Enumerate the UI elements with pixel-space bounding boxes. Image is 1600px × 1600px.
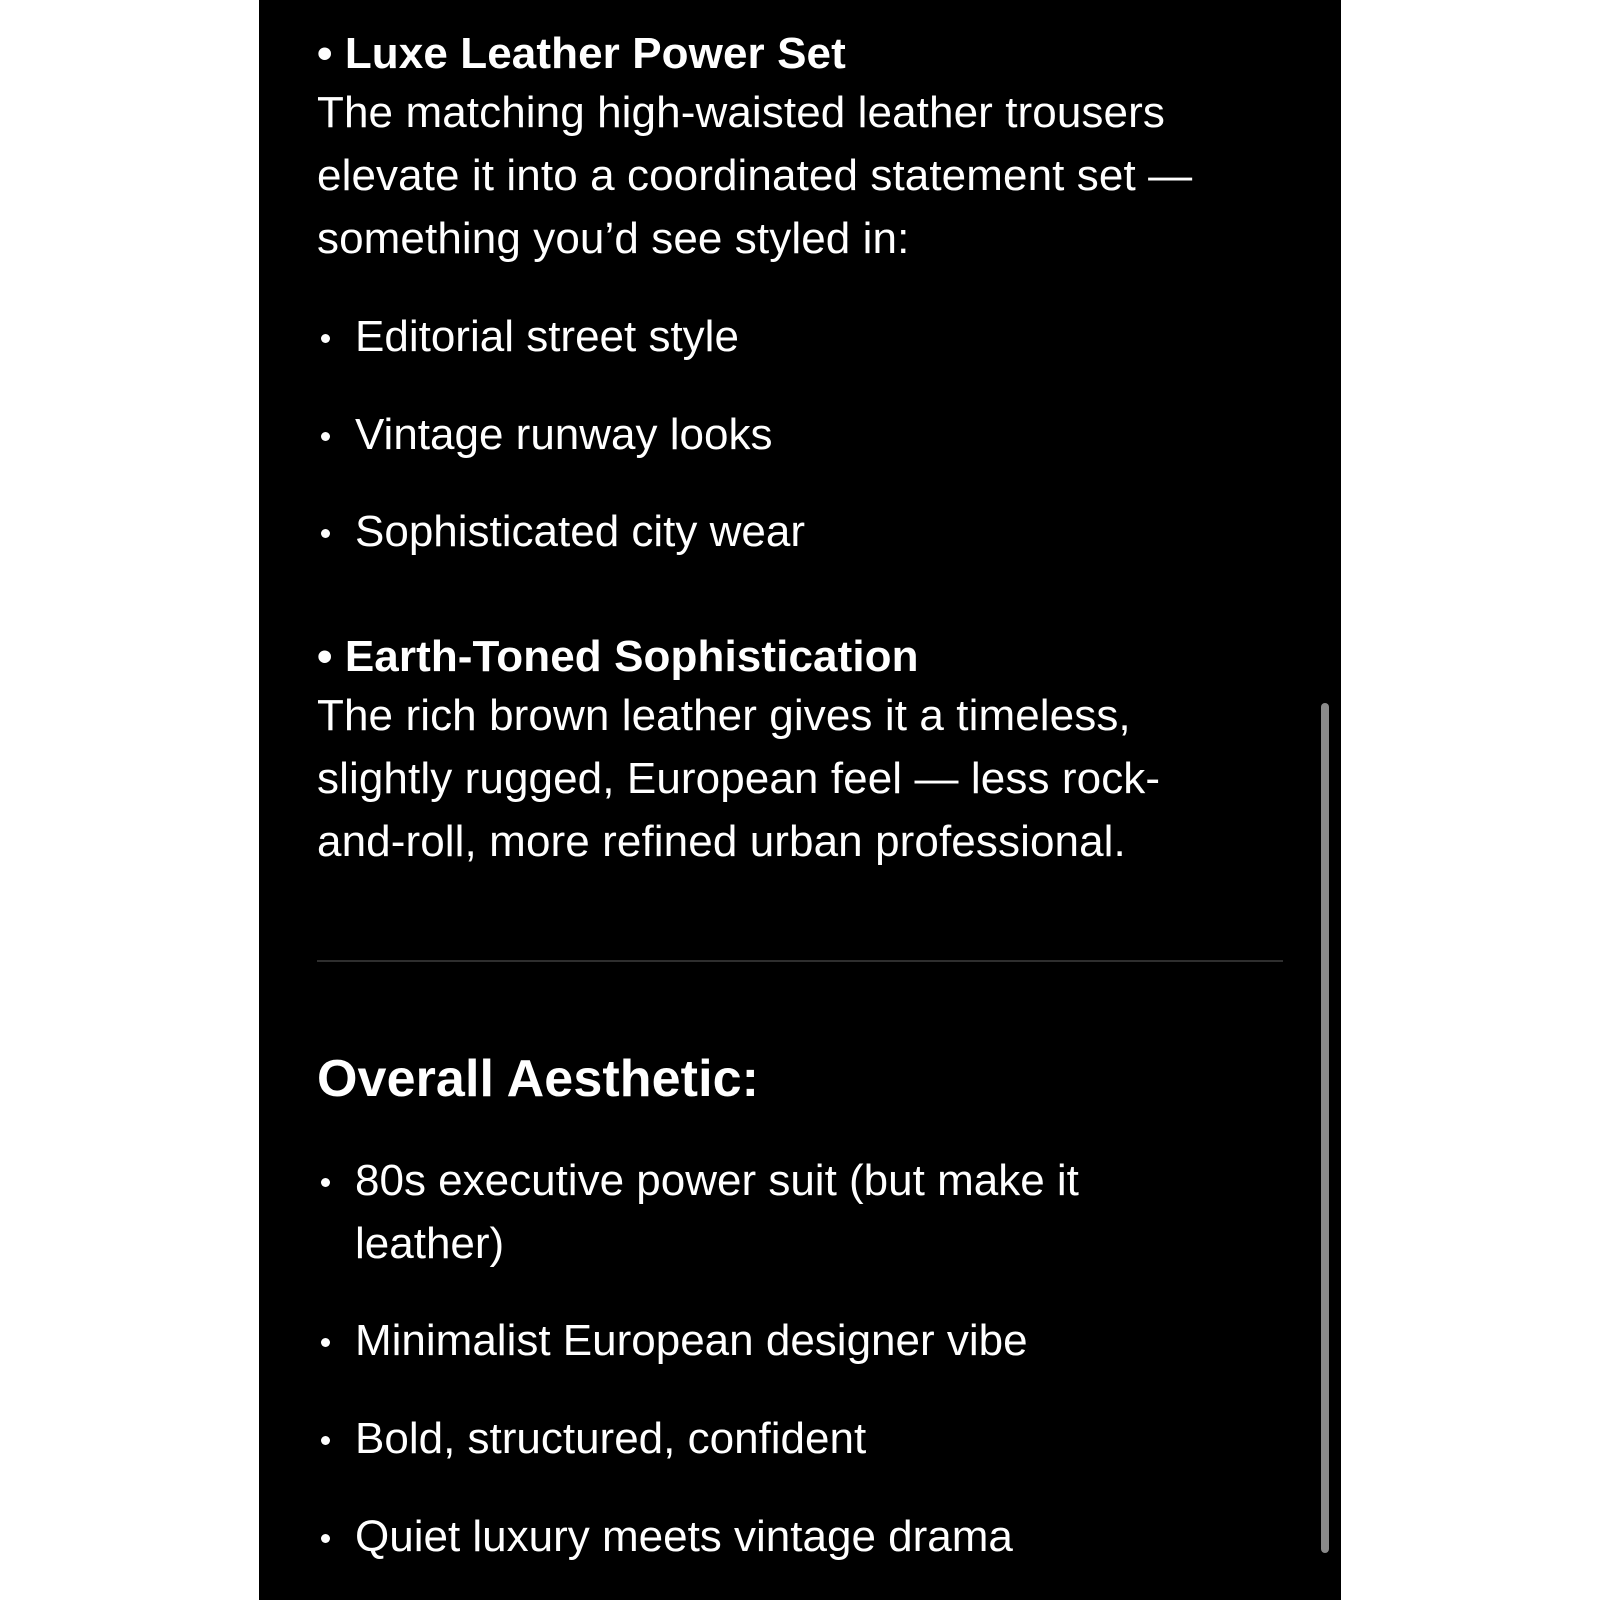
section-title-luxe: • Luxe Leather Power Set [317, 29, 846, 78]
list-item-label: 80s executive power suit (but make it [355, 1156, 1079, 1205]
list-item-label: Quiet luxury meets vintage drama [355, 1512, 1013, 1561]
bullet-icon [321, 1338, 330, 1347]
section-title-earth: • Earth-Toned Sophistication [317, 632, 919, 681]
list-item-label: Bold, structured, confident [355, 1414, 867, 1463]
list-item-label: Vintage runway looks [355, 410, 773, 459]
bullet-icon [321, 334, 330, 343]
bullet-icon [321, 529, 330, 538]
list-item-label-continued: leather) [355, 1219, 505, 1268]
paragraph-line: and-roll, more refined urban professional. [317, 817, 1126, 866]
bullet-icon [321, 1178, 330, 1187]
paragraph-line: slightly rugged, European feel — less rock- [317, 754, 1161, 803]
bullet-icon [321, 432, 330, 441]
list-item-label: Editorial street style [355, 312, 739, 361]
paragraph-line: The matching high-waisted leather trousers [317, 88, 1165, 137]
paragraph-line: something you’d see styled in: [317, 214, 910, 263]
bullet-icon [321, 1534, 330, 1543]
list-item-label: Sophisticated city wear [355, 507, 805, 556]
bullet-icon [321, 1436, 330, 1445]
section-divider [317, 960, 1283, 962]
overall-aesthetic-heading: Overall Aesthetic: [317, 1050, 760, 1108]
paragraph-line: The rich brown leather gives it a timeless, [317, 691, 1131, 740]
scrollbar[interactable] [1321, 703, 1329, 1553]
paragraph-line: elevate it into a coordinated statement set — [317, 151, 1193, 200]
chat-screen [259, 0, 1341, 1600]
list-item-label: Minimalist European designer vibe [355, 1316, 1028, 1365]
